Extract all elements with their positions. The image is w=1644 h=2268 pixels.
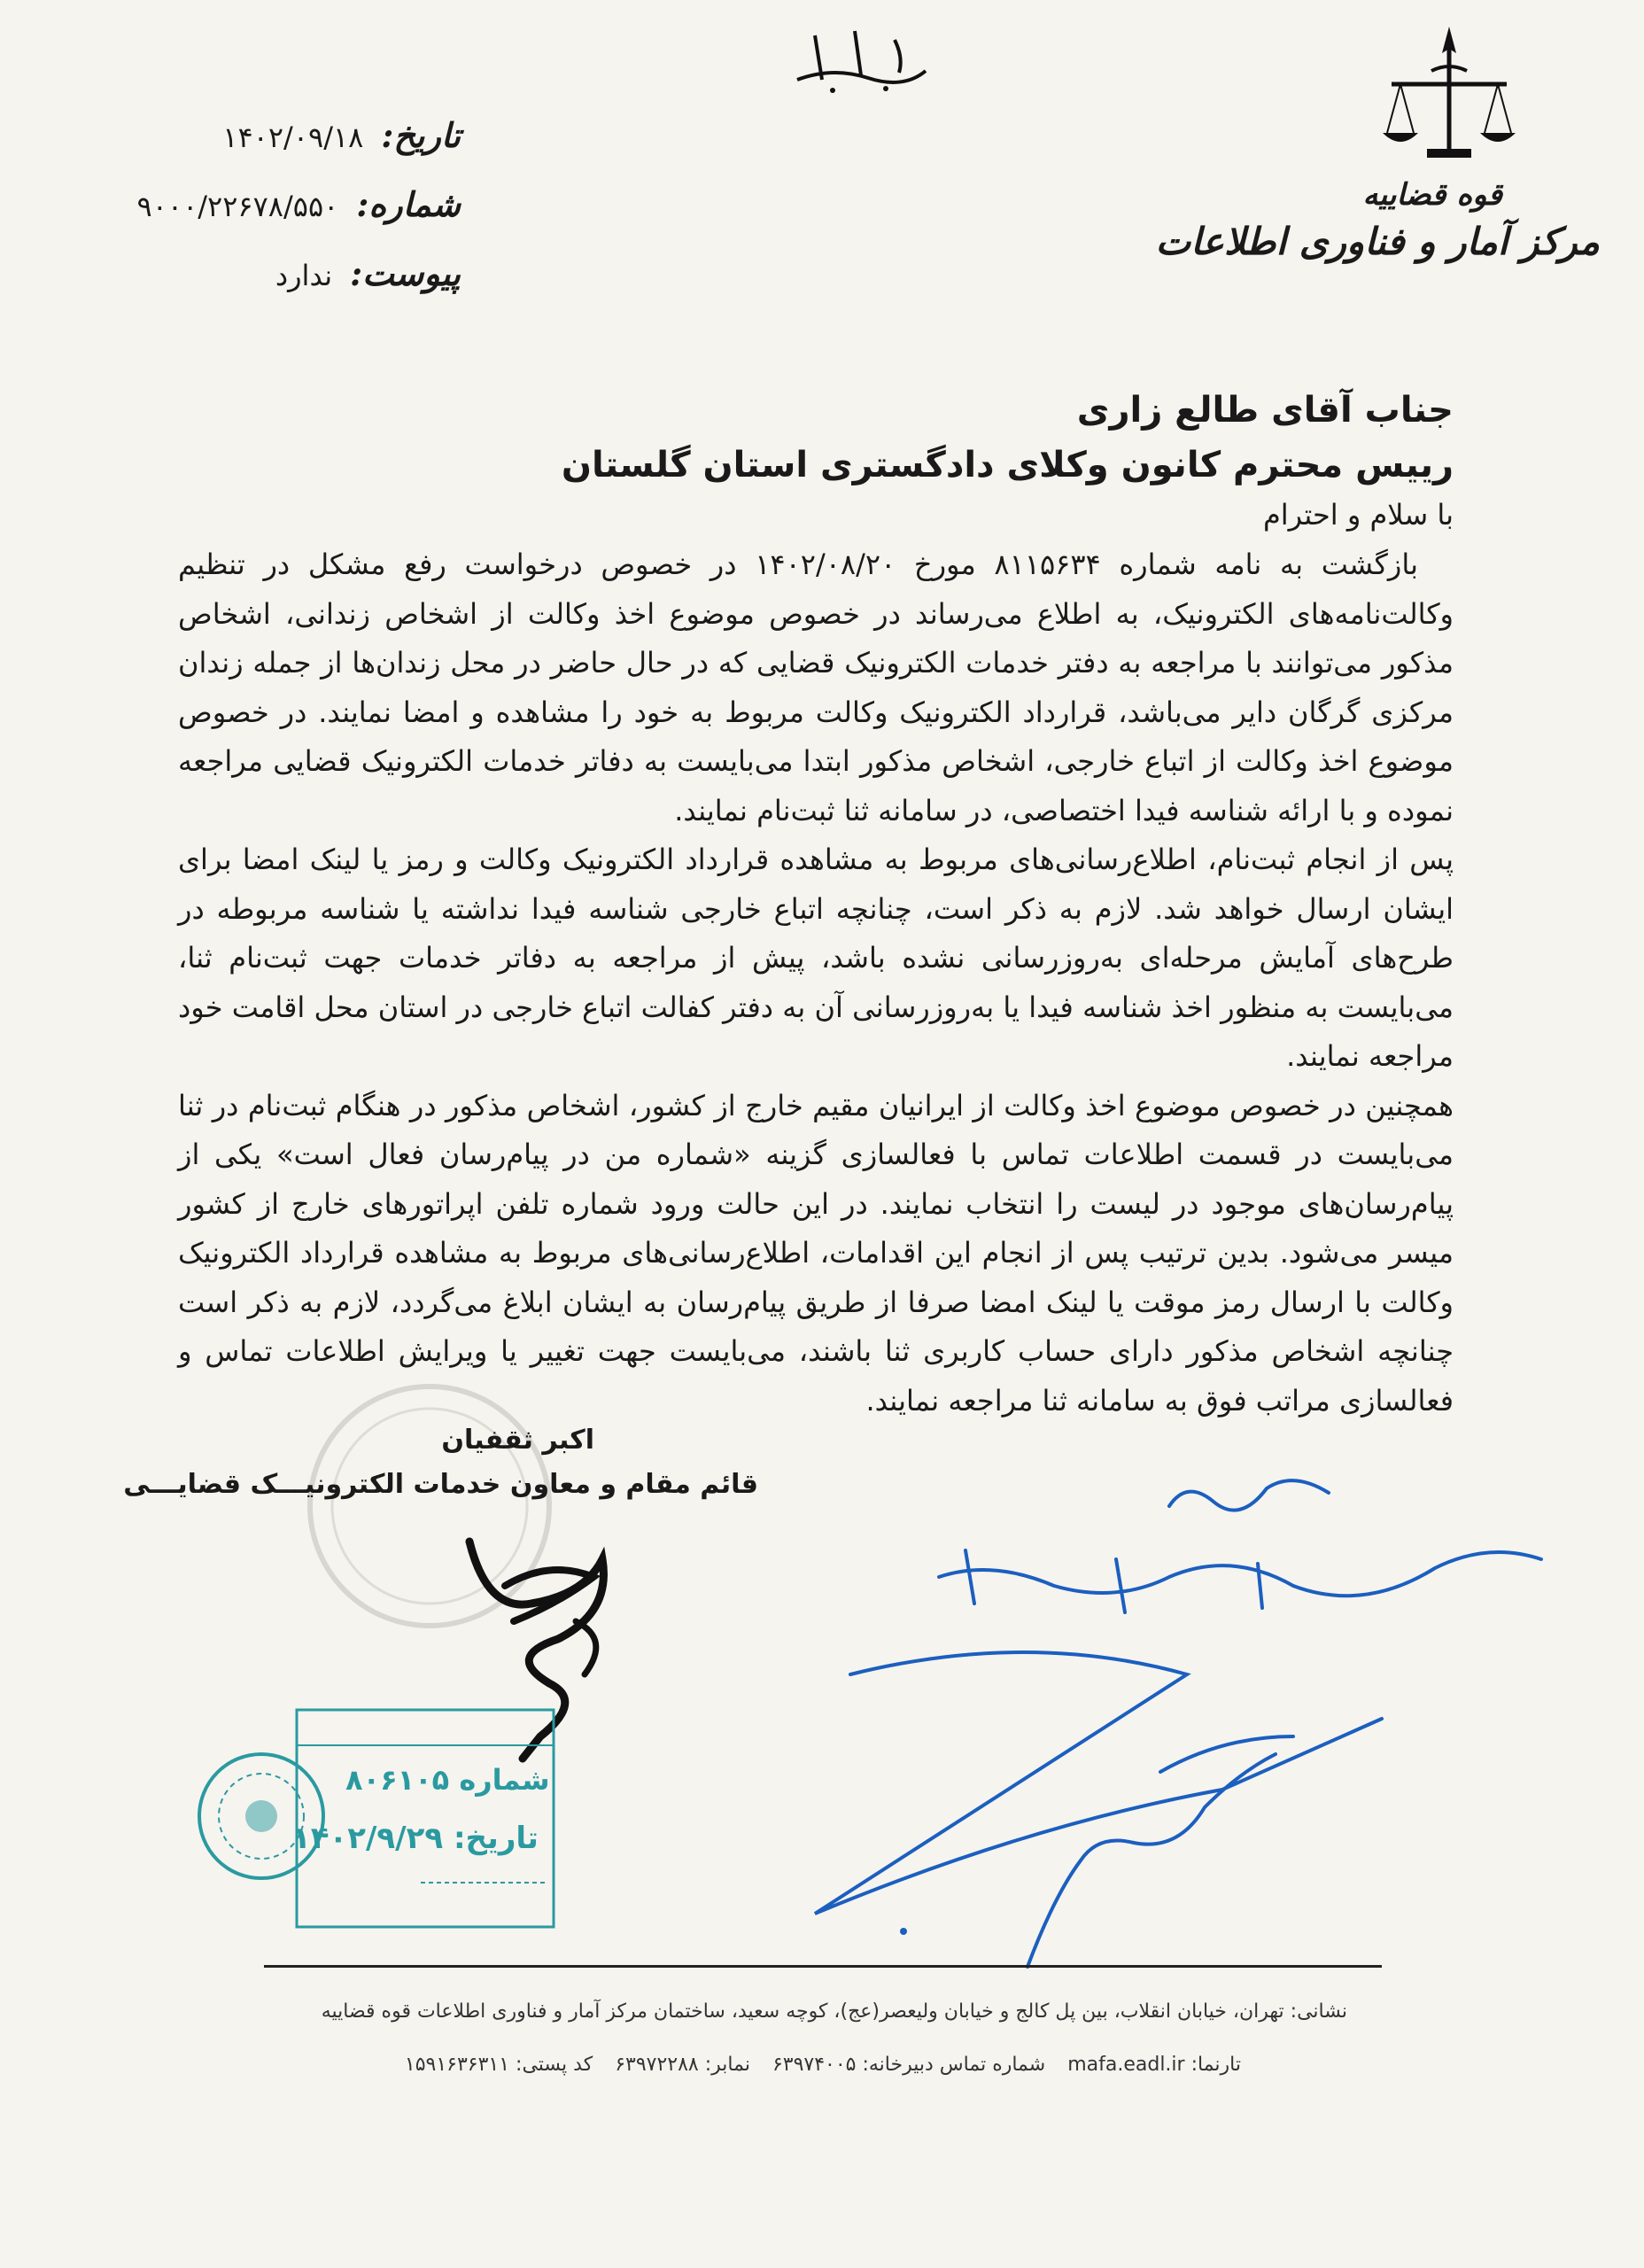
addressee-title: رییس محترم کانون وکلای دادگستری استان گلستان (561, 445, 1454, 485)
number-value: ۹۰۰۰/۲۲۶۷۸/۵۵۰ (136, 190, 339, 223)
footer-fax: نمابر: ۶۳۹۷۲۲۸۸ (615, 2054, 750, 2076)
date-row (124, 115, 461, 184)
footer-postal-code: کد پستی: ۱۵۹۱۶۳۶۳۱۱ (404, 2054, 593, 2076)
invocation-calligraphy (779, 18, 939, 106)
footer-divider (264, 1965, 1382, 1968)
organization-primary: قوه قضاییه (1362, 177, 1502, 213)
signer-name: اکبر ثقفیان (441, 1425, 594, 1456)
stamp-number: شماره ۸۰۶۱۰۵ (345, 1763, 550, 1797)
footer-address: نشانی: تهران، خیابان انقلاب، بین پل کالج و خیابان ولیعصر(عج)، کوچه سعید، ساختمان مرکز آمار و فناوری اطلاعات قوه قضاییه (321, 2000, 1347, 2023)
footer-phone: شماره تماس دبیرخانه: ۶۳۹۷۴۰۰۵ (772, 2054, 1046, 2076)
number-label: شماره: (356, 184, 461, 224)
handwritten-annotation (762, 1453, 1559, 2020)
signer-title: قائم مقام و معاون خدمات الکترونیـــک قضایـــی (123, 1469, 758, 1500)
judiciary-emblem-icon (1378, 18, 1520, 168)
salutation: با سلام و احترام (1262, 498, 1454, 532)
attachment-row (124, 253, 461, 322)
organization-secondary: مرکز آمار و فناوری اطلاعات (1155, 220, 1600, 263)
stamp-date: تاریخ: ۱۴۰۲/۹/۲۹ (292, 1821, 539, 1856)
date-value: ۱۴۰۲/۰۹/۱۸ (222, 120, 364, 154)
body-paragraph-2: پس از انجام ثبت‌نام، اطلاع‌رسانی‌های مربوط به مشاهده قرارداد الکترونیک وکالت و رمز یا لینک امضا برای ایشان ارسال خواهد شد. لازم به ذکر است، چنانچه اتباع خارجی شناسه فیدا نداشته یا شناسه مربوطه در طرح‌های آمایش مرحله‌ای به‌روزرسانی نشده باشد، پیش از مراجعه به دفاتر خدمات جهت ثبت‌نام ثنا، می‌بایست به منظور اخذ شناسه فیدا یا به‌روزرسانی آن به دفتر کفالت اتباع خارجی در استان محل اقامت خود مراجعه نمایند. (178, 843, 1454, 1073)
letter-meta (124, 115, 461, 322)
attachment-value: ندارد (275, 259, 333, 292)
footer-website: تارنما: mafa.eadl.ir (1067, 2054, 1241, 2076)
body-paragraph-3: همچنین در خصوص موضوع اخذ وکالت از ایرانیان مقیم خارج از کشور، اشخاص مذکور در هنگام ثبت‌نام در ثنا می‌بایست در قسمت اطلاعات تماس با فعالسازی گزینه «شماره من در پیام‌رسان فعال است» یکی از پیام‌رسان‌های موجود در لیست را انتخاب نمایند. در این حالت ورود شماره تلفن اپراتورهای خارج از کشور میسر می‌شود. بدین ترتیب پس از انجام این اقدامات، اطلاع‌رسانی‌های مربوط به مشاهده قرارداد الکترونیک وکالت با ارسال رمز موقت یا لینک امضا صرفا از طریق پیام‌رسان به ایشان ابلاغ می‌گردد، لازم به ذکر است چنانچه اشخاص مذکور دارای حساب کاربری ثنا باشند، می‌بایست جهت تغییر یا ویرایش اطلاعات تماس و فعالسازی مراتب فوق به سامانه ثنا مراجعه نمایند. (178, 1088, 1454, 1418)
body-paragraph-1: بازگشت به نامه شماره ۸۱۱۵۶۳۴ مورخ ۱۴۰۲/۰۸/۲۰ در خصوص درخواست رفع مشکل در تنظیم وکالت‌نامه‌های الکترونیک، به اطلاع می‌رساند در خصوص موضوع اخذ وکالت از اشخاص زندانی، اشخاص مذکور می‌توانند با مراجعه به دفتر خدمات الکترونیک قضایی که در حال حاضر در محل زندان‌ها از جمله زندان مرکزی گرگان دایر می‌باشد، قرارداد الکترونیک وکالت مربوط به خود را مشاهده و امضا نمایند. در خصوص موضوع اخذ وکالت از اتباع خارجی، اشخاص مذکور ابتدا می‌بایست به دفاتر خدمات الکترونیک قضایی مراجعه نموده و با ارائه شناسه فیدا اختصاصی، در سامانه ثنا ثبت‌نام نمایند. (178, 548, 1454, 827)
letter-body (178, 540, 1454, 1425)
number-row (124, 184, 461, 253)
addressee: جناب آقای طالع زاری (1076, 390, 1454, 431)
date-label: تاریخ: (381, 115, 461, 155)
attachment-label: پیوست: (350, 253, 461, 293)
footer-contact (389, 2054, 1241, 2076)
